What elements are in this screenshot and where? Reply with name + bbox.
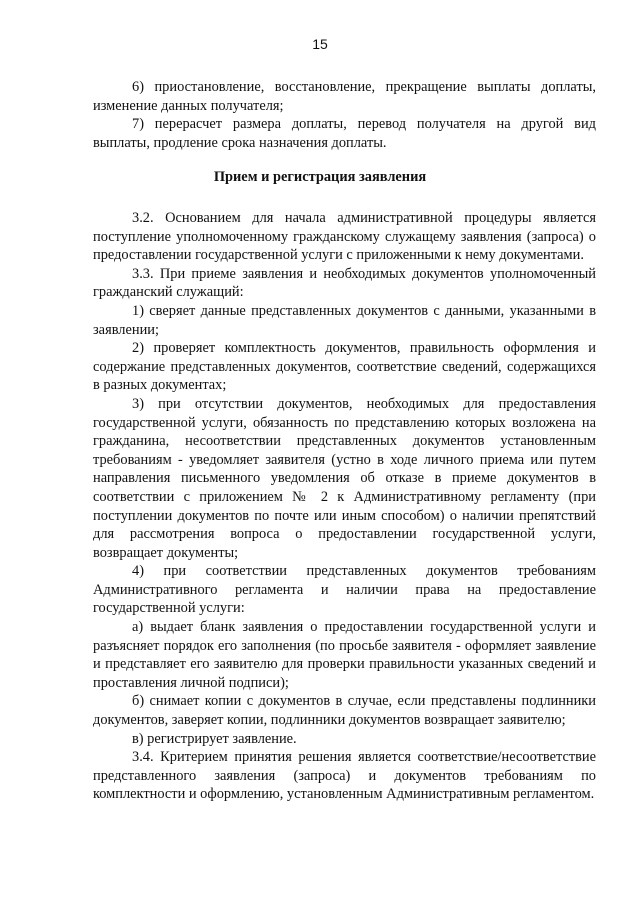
top-items-block xyxy=(93,78,596,152)
paragraph-3-4: 3.4. Критерием принятия решения является соответствие/несоответствие представленного заявления (запроса) и документов требованиям по комплектности и оформлению, установленным Административным регламентом. xyxy=(93,749,596,803)
page-number: 15 xyxy=(312,36,328,52)
list-item: 2) проверяет комплектность документов, правильность оформления и содержание представленных документов, соответствие сведений, содержащихся в разных документах; xyxy=(93,340,596,394)
list-item: 7) перерасчет размера доплаты, перевод получателя на другой вид выплаты, продление срока назначения доплаты. xyxy=(93,116,596,151)
paragraph-3-2: 3.2. Основанием для начала административной процедуры является поступление уполномоченному гражданскому служащему заявления (запроса) о предоставлении государственной услуги с приложенными к нему документами. xyxy=(93,210,596,264)
list-item: б) снимает копии с документов в случае, если представлены подлинники документов, заверяет копии, подлинники документов возвращает заявителю; xyxy=(93,693,596,729)
paragraph-3-3: 3.3. При приеме заявления и необходимых документов уполномоченный гражданский служащий: xyxy=(93,265,596,301)
list-item: в) регистрирует заявление. xyxy=(132,730,297,747)
list-item: 1) сверяет данные представленных документов с данными, указанными в заявлении; xyxy=(93,302,596,338)
list-item: 3) при отсутствии документов, необходимых для предоставления государственной услуги, обязанность по представлению которых возложена на гражданина, несоответствии представленных документов установленным требованиям - уведомляет заявителя (устно в ходе личного приема или путем направления письменного уведомления об отказе в приеме документов в соответствии с приложением № 2 к Административному регламенту (при поступлении документов по почте или иным способом) о наличии препятствий для рассмотрения вопроса о предоставлении государственной услуги, возвращает документы; xyxy=(93,395,596,561)
section-heading: Прием и регистрация заявления xyxy=(213,169,427,185)
list-item: 6) приостановление, восстановление, прекращение выплаты доплаты, изменение данных получателя; xyxy=(93,79,596,114)
list-item: 4) при соответствии представленных документов требованиям Административного регламента и наличии права на предоставление государственной услуги: xyxy=(93,563,596,617)
section-body xyxy=(93,209,596,804)
list-item: а) выдает бланк заявления о предоставлении государственной услуги и разъясняет порядок его заполнения (по просьбе заявителя - оформляет заявление и представляет его заявителю для проверки правильности указанных сведений и проставления личной подписи); xyxy=(93,619,596,691)
